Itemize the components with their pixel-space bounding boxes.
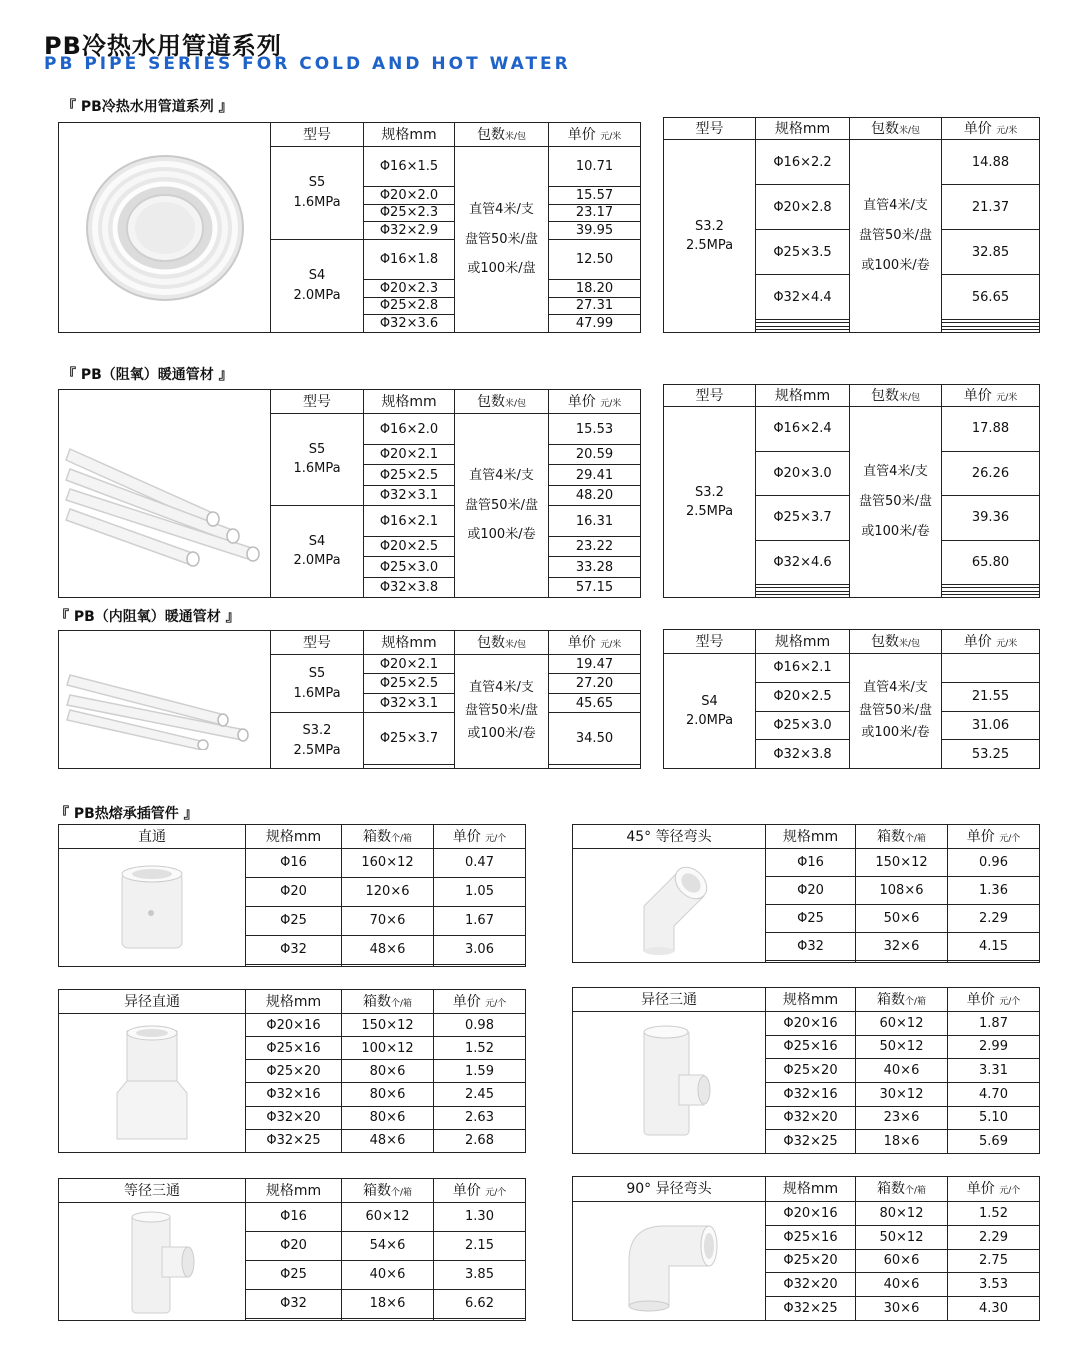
price-cell: 34.50 xyxy=(549,713,641,765)
spec-cell: Φ20×2.0 xyxy=(364,186,455,204)
price-cell: 15.53 xyxy=(549,414,641,445)
price-cell: 29.41 xyxy=(549,465,641,485)
page-title: PB冷热水用管道系列 xyxy=(44,32,282,60)
hdr-box: 箱数个/箱 xyxy=(856,988,948,1012)
price-cell: 1.87 xyxy=(948,1012,1040,1036)
spec-cell: Φ32×16 xyxy=(246,1083,342,1106)
straight-pipes-icon xyxy=(65,419,265,569)
spec-cell xyxy=(766,960,856,962)
fitting-name: 异径三通 xyxy=(573,988,766,1012)
spec-cell: Φ25×2.5 xyxy=(364,465,455,485)
spec-cell: Φ25×20 xyxy=(766,1249,856,1273)
model-cell: S4 2.0MPa xyxy=(271,239,364,332)
box-cell: 80×6 xyxy=(342,1060,434,1083)
price-cell: 3.53 xyxy=(948,1273,1040,1297)
spec-cell: Φ32 xyxy=(246,1289,342,1318)
spec-cell: Φ32×20 xyxy=(766,1273,856,1297)
price-cell: 45.65 xyxy=(549,693,641,712)
price-cell: 27.20 xyxy=(549,674,641,693)
box-cell: 80×6 xyxy=(342,1106,434,1129)
spec-cell: Φ20×16 xyxy=(246,1014,342,1037)
hdr-model: 型号 xyxy=(271,390,364,414)
box-cell: 60×6 xyxy=(856,1249,948,1273)
price-cell: 39.95 xyxy=(549,222,641,240)
box-cell: 50×12 xyxy=(856,1225,948,1249)
hdr-model: 型号 xyxy=(664,385,756,407)
price-cell: 23.22 xyxy=(549,537,641,557)
price-cell: 1.52 xyxy=(948,1202,1040,1226)
price-cell: 3.31 xyxy=(948,1059,1040,1083)
pack-cell: 直管4米/支 盘管50米/盘 或100米/卷 xyxy=(455,414,549,598)
hdr-spec: 规格mm xyxy=(766,825,856,849)
spec-cell: Φ25×3.7 xyxy=(364,713,455,765)
price-cell: 21.55 xyxy=(942,682,1040,711)
price-cell: 19.47 xyxy=(549,655,641,674)
price-cell: 1.52 xyxy=(434,1037,526,1060)
spec-cell: Φ32×20 xyxy=(766,1106,856,1130)
price-cell: 3.85 xyxy=(434,1260,526,1289)
pipe-table-1-right xyxy=(663,117,1040,333)
price-cell: 20.59 xyxy=(549,445,641,465)
hdr-model: 型号 xyxy=(271,123,364,147)
price-cell: 17.88 xyxy=(942,407,1040,452)
spec-cell: Φ32×3.8 xyxy=(364,577,455,597)
spec-cell: Φ25×3.5 xyxy=(756,230,850,275)
box-cell xyxy=(342,1318,434,1320)
spec-cell xyxy=(246,1318,342,1320)
box-cell: 50×6 xyxy=(856,904,948,932)
model-cell: S5 1.6MPa xyxy=(271,414,364,506)
spec-cell: Φ20×2.3 xyxy=(364,279,455,297)
price-cell xyxy=(942,654,1040,683)
hdr-price: 单价 元/米 xyxy=(549,631,641,655)
pipe-table-1-left xyxy=(58,122,641,333)
hdr-box: 箱数个/箱 xyxy=(342,1179,434,1203)
hdr-price: 单价 元/个 xyxy=(434,825,526,849)
pipe-table-3-right xyxy=(663,629,1040,769)
box-cell: 100×12 xyxy=(342,1037,434,1060)
hdr-box: 箱数个/箱 xyxy=(342,990,434,1014)
price-cell xyxy=(549,765,641,769)
price-cell: 10.71 xyxy=(549,147,641,187)
price-cell: 2.15 xyxy=(434,1231,526,1260)
fitting-image xyxy=(59,849,246,967)
price-cell: 5.69 xyxy=(948,1130,1040,1154)
fitting-image xyxy=(59,1014,246,1153)
fitting-name: 异径直通 xyxy=(59,990,246,1014)
box-cell: 80×6 xyxy=(342,1083,434,1106)
price-cell: 16.31 xyxy=(549,505,641,536)
price-cell: 33.28 xyxy=(549,557,641,577)
hdr-pack: 包数米/包 xyxy=(455,390,549,414)
spec-cell: Φ25×20 xyxy=(766,1059,856,1083)
hdr-price: 单价 元/个 xyxy=(948,988,1040,1012)
price-cell: 2.29 xyxy=(948,1225,1040,1249)
box-cell: 108×6 xyxy=(856,876,948,904)
price-cell: 1.30 xyxy=(434,1203,526,1232)
spec-cell: Φ32×16 xyxy=(766,1082,856,1106)
spec-cell: Φ32×3.8 xyxy=(756,740,850,769)
box-cell: 40×6 xyxy=(342,1260,434,1289)
hdr-model: 型号 xyxy=(271,631,364,655)
hdr-pack: 包数米/包 xyxy=(455,123,549,147)
spec-cell: Φ20×16 xyxy=(766,1012,856,1036)
box-cell: 23×6 xyxy=(856,1106,948,1130)
elbow-45-icon xyxy=(624,856,714,956)
price-cell: 57.15 xyxy=(549,577,641,597)
box-cell: 30×12 xyxy=(856,1082,948,1106)
spec-cell: Φ16 xyxy=(766,849,856,877)
price-cell: 32.85 xyxy=(942,230,1040,275)
spec-cell: Φ20 xyxy=(766,876,856,904)
price-cell xyxy=(942,594,1040,597)
box-cell: 70×6 xyxy=(342,906,434,935)
hdr-price: 单价 元/米 xyxy=(549,123,641,147)
straight-coupling-icon xyxy=(107,858,197,958)
hdr-price: 单价 元/个 xyxy=(948,1177,1040,1202)
spec-cell xyxy=(364,765,455,769)
pipe-table-2-left xyxy=(58,389,641,598)
box-cell: 60×12 xyxy=(342,1203,434,1232)
spec-cell: Φ25 xyxy=(246,1260,342,1289)
price-cell: 1.36 xyxy=(948,876,1040,904)
price-cell: 5.10 xyxy=(948,1106,1040,1130)
spec-cell: Φ20×16 xyxy=(766,1202,856,1226)
hdr-price: 单价 元/个 xyxy=(948,825,1040,849)
spec-cell: Φ25 xyxy=(766,904,856,932)
spec-cell: Φ32 xyxy=(246,935,342,964)
hdr-price: 单价 元/个 xyxy=(434,1179,526,1203)
price-cell: 23.17 xyxy=(549,204,641,222)
price-cell xyxy=(948,960,1040,962)
fitting-table-reducer-coupling xyxy=(58,989,526,1153)
price-cell: 14.88 xyxy=(942,140,1040,185)
model-cell: S4 2.0MPa xyxy=(664,654,756,769)
box-cell: 18×6 xyxy=(342,1289,434,1318)
spec-cell: Φ25 xyxy=(246,906,342,935)
hdr-pack: 包数米/包 xyxy=(850,385,942,407)
hdr-price: 单价 元/米 xyxy=(942,385,1040,407)
price-cell: 18.20 xyxy=(549,279,641,297)
price-cell: 31.06 xyxy=(942,711,1040,740)
price-cell: 39.36 xyxy=(942,496,1040,541)
spec-cell: Φ16×2.0 xyxy=(364,414,455,445)
fitting-table-equal-tee xyxy=(58,1178,526,1321)
hdr-spec: 规格mm xyxy=(246,990,342,1014)
price-cell: 1.05 xyxy=(434,877,526,906)
box-cell: 32×6 xyxy=(856,932,948,960)
reducing-elbow-90-icon xyxy=(614,1206,724,1316)
spec-cell xyxy=(756,594,850,597)
price-cell: 1.59 xyxy=(434,1060,526,1083)
hdr-spec: 规格mm xyxy=(766,988,856,1012)
hdr-spec: 规格mm xyxy=(756,385,850,407)
price-cell: 56.65 xyxy=(942,275,1040,320)
pack-cell: 直管4米/支 盘管50米/盘 或100米/卷 xyxy=(850,140,942,333)
price-cell: 2.29 xyxy=(948,904,1040,932)
hdr-price: 单价 元/米 xyxy=(942,118,1040,140)
spec-cell: Φ16×2.4 xyxy=(756,407,850,452)
spec-cell: Φ32×3.6 xyxy=(364,315,455,333)
pipe-coil-icon xyxy=(80,143,250,313)
box-cell: 48×6 xyxy=(342,1129,434,1152)
price-cell: 27.31 xyxy=(549,297,641,315)
pipe-table-2-right xyxy=(663,384,1040,598)
model-cell: S4 2.0MPa xyxy=(271,505,364,597)
fitting-image xyxy=(573,849,766,963)
fitting-name: 90° 异径弯头 xyxy=(573,1177,766,1202)
hdr-spec: 规格mm xyxy=(364,631,455,655)
box-cell: 54×6 xyxy=(342,1231,434,1260)
hdr-spec: 规格mm xyxy=(246,1179,342,1203)
price-cell: 47.99 xyxy=(549,315,641,333)
price-cell: 2.99 xyxy=(948,1035,1040,1059)
section-label-pb-inner-oxygen-barrier: 『 PB（内阻氧）暖通管材 』 xyxy=(55,609,240,625)
hdr-spec: 规格mm xyxy=(766,1177,856,1202)
spec-cell: Φ32×2.9 xyxy=(364,222,455,240)
spec-cell: Φ32×4.4 xyxy=(756,275,850,320)
spec-cell: Φ32×4.6 xyxy=(756,540,850,585)
section-label-fittings: 『 PB热熔承插管件 』 xyxy=(55,806,198,822)
box-cell: 160×12 xyxy=(342,849,434,878)
spec-cell: Φ32×25 xyxy=(246,1129,342,1152)
spec-cell: Φ16×2.2 xyxy=(756,140,850,185)
pack-cell: 直管4米/支 盘管50米/盘 或100米/卷 xyxy=(850,407,942,598)
price-cell: 6.62 xyxy=(434,1289,526,1318)
hdr-spec: 规格mm xyxy=(756,118,850,140)
hdr-price: 单价 元/米 xyxy=(942,630,1040,654)
hdr-pack: 包数米/包 xyxy=(850,118,942,140)
box-cell: 80×12 xyxy=(856,1202,948,1226)
hdr-model: 型号 xyxy=(664,118,756,140)
price-cell: 2.68 xyxy=(434,1129,526,1152)
pack-cell: 直管4米/支 盘管50米/盘 或100米/盘 xyxy=(455,147,549,333)
spec-cell: Φ16×1.8 xyxy=(364,239,455,279)
hdr-pack: 包数米/包 xyxy=(455,631,549,655)
spec-cell xyxy=(246,964,342,966)
spec-cell: Φ32×3.1 xyxy=(364,693,455,712)
spec-cell: Φ16×1.5 xyxy=(364,147,455,187)
price-cell: 12.50 xyxy=(549,239,641,279)
spec-cell: Φ25×3.0 xyxy=(364,557,455,577)
spec-cell: Φ32×25 xyxy=(766,1297,856,1321)
price-cell: 0.98 xyxy=(434,1014,526,1037)
straight-pipes-icon xyxy=(65,650,265,750)
spec-cell: Φ25×3.7 xyxy=(756,496,850,541)
price-cell: 2.45 xyxy=(434,1083,526,1106)
hdr-model: 型号 xyxy=(664,630,756,654)
spec-cell: Φ25×2.3 xyxy=(364,204,455,222)
price-cell xyxy=(434,964,526,966)
price-cell: 2.63 xyxy=(434,1106,526,1129)
pipe-table-3-left xyxy=(58,630,641,769)
pipe-coil-image xyxy=(59,123,271,333)
pack-cell: 直管4米/支 盘管50米/盘 或100米/卷 xyxy=(455,655,549,769)
spec-cell: Φ32×25 xyxy=(766,1130,856,1154)
spec-cell: Φ20×2.5 xyxy=(756,682,850,711)
spec-cell: Φ16×2.1 xyxy=(364,505,455,536)
box-cell: 150×12 xyxy=(342,1014,434,1037)
spec-cell: Φ20×2.5 xyxy=(364,537,455,557)
spec-cell: Φ25×2.8 xyxy=(364,297,455,315)
hdr-spec: 规格mm xyxy=(364,123,455,147)
reducer-coupling-icon xyxy=(102,1021,202,1146)
fitting-name: 直通 xyxy=(59,825,246,849)
box-cell xyxy=(856,960,948,962)
hdr-price: 单价 元/个 xyxy=(434,990,526,1014)
spec-cell: Φ20×2.8 xyxy=(756,185,850,230)
spec-cell: Φ32 xyxy=(766,932,856,960)
spec-cell: Φ20×3.0 xyxy=(756,451,850,496)
spec-cell: Φ25×2.5 xyxy=(364,674,455,693)
model-cell: S3.2 2.5MPa xyxy=(271,713,364,769)
spec-cell: Φ20 xyxy=(246,1231,342,1260)
price-cell: 1.67 xyxy=(434,906,526,935)
pack-cell: 直管4米/支 盘管50米/盘 或100米/卷 xyxy=(850,654,942,769)
price-cell: 3.06 xyxy=(434,935,526,964)
box-cell: 120×6 xyxy=(342,877,434,906)
fitting-image xyxy=(59,1203,246,1321)
price-cell xyxy=(434,1318,526,1320)
box-cell: 40×6 xyxy=(856,1059,948,1083)
spec-cell: Φ25×16 xyxy=(766,1035,856,1059)
spec-cell: Φ32×3.1 xyxy=(364,485,455,505)
box-cell: 48×6 xyxy=(342,935,434,964)
price-cell: 65.80 xyxy=(942,540,1040,585)
price-cell: 26.26 xyxy=(942,451,1040,496)
price-cell: 53.25 xyxy=(942,740,1040,769)
price-cell: 4.30 xyxy=(948,1297,1040,1321)
box-cell xyxy=(342,964,434,966)
hdr-pack: 包数米/包 xyxy=(850,630,942,654)
spec-cell: Φ25×16 xyxy=(246,1037,342,1060)
hdr-box: 箱数个/箱 xyxy=(856,825,948,849)
price-cell: 2.75 xyxy=(948,1249,1040,1273)
spec-cell: Φ25×20 xyxy=(246,1060,342,1083)
spec-cell: Φ32×20 xyxy=(246,1106,342,1129)
box-cell: 50×12 xyxy=(856,1035,948,1059)
fitting-image xyxy=(573,1202,766,1321)
box-cell: 30×6 xyxy=(856,1297,948,1321)
reducing-tee-icon xyxy=(619,1020,719,1145)
model-cell: S3.2 2.5MPa xyxy=(664,407,756,598)
box-cell: 18×6 xyxy=(856,1130,948,1154)
pipe-sticks-image xyxy=(59,390,271,598)
price-cell: 0.96 xyxy=(948,849,1040,877)
price-cell: 0.47 xyxy=(434,849,526,878)
hdr-spec: 规格mm xyxy=(756,630,850,654)
spec-cell: Φ25×3.0 xyxy=(756,711,850,740)
hdr-box: 箱数个/箱 xyxy=(342,825,434,849)
price-cell: 48.20 xyxy=(549,485,641,505)
box-cell: 40×6 xyxy=(856,1273,948,1297)
fitting-name: 45° 等径弯头 xyxy=(573,825,766,849)
fitting-name: 等径三通 xyxy=(59,1179,246,1203)
box-cell: 60×12 xyxy=(856,1012,948,1036)
fitting-table-reducing-elbow-90 xyxy=(572,1176,1040,1321)
spec-cell: Φ25×16 xyxy=(766,1225,856,1249)
price-cell: 15.57 xyxy=(549,186,641,204)
fitting-table-straight xyxy=(58,824,526,967)
price-cell xyxy=(942,329,1040,332)
spec-cell: Φ16 xyxy=(246,1203,342,1232)
spec-cell: Φ20 xyxy=(246,877,342,906)
page-subtitle: PB PIPE SERIES FOR COLD AND HOT WATER xyxy=(44,54,571,74)
spec-cell: Φ20×2.1 xyxy=(364,655,455,674)
spec-cell: Φ16 xyxy=(246,849,342,878)
spec-cell xyxy=(756,329,850,332)
section-label-pb-pipe: 『 PB冷热水用管道系列 』 xyxy=(62,99,233,115)
price-cell: 21.37 xyxy=(942,185,1040,230)
fitting-table-reducing-tee xyxy=(572,987,1040,1154)
price-cell: 4.15 xyxy=(948,932,1040,960)
hdr-spec: 规格mm xyxy=(246,825,342,849)
pipe-sticks-image xyxy=(59,631,271,769)
spec-cell: Φ16×2.1 xyxy=(756,654,850,683)
fitting-image xyxy=(573,1012,766,1154)
hdr-spec: 规格mm xyxy=(364,390,455,414)
model-cell: S5 1.6MPa xyxy=(271,147,364,240)
equal-tee-icon xyxy=(102,1207,202,1317)
section-label-pb-oxygen-barrier: 『 PB（阻氧）暖通管材 』 xyxy=(62,367,233,383)
model-cell: S3.2 2.5MPa xyxy=(664,140,756,333)
hdr-box: 箱数个/箱 xyxy=(856,1177,948,1202)
spec-cell: Φ20×2.1 xyxy=(364,445,455,465)
box-cell: 150×12 xyxy=(856,849,948,877)
price-cell: 4.70 xyxy=(948,1082,1040,1106)
hdr-price: 单价 元/米 xyxy=(549,390,641,414)
model-cell: S5 1.6MPa xyxy=(271,655,364,713)
fitting-table-elbow-45 xyxy=(572,824,1040,963)
